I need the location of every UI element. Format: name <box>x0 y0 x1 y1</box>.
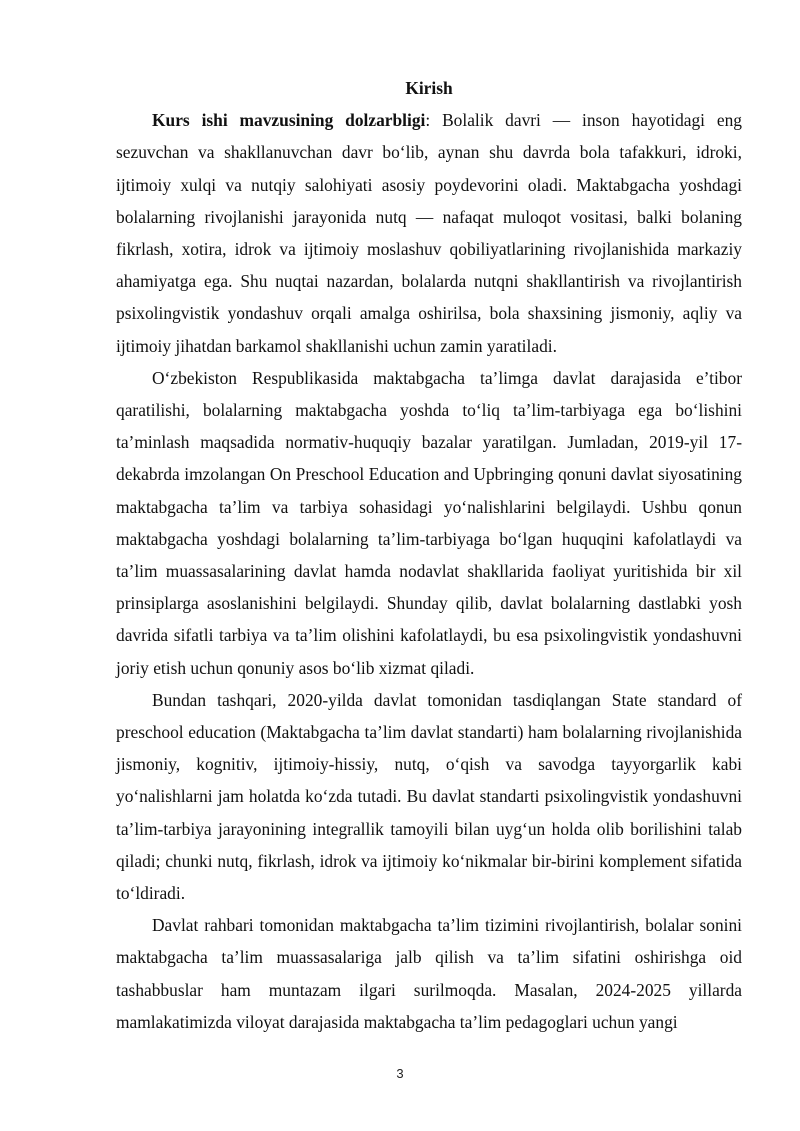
paragraph-state-standard: Bundan tashqari, 2020-yilda davlat tomonidan tasdiqlangan State standard of preschool education (Maktabgacha ta’lim davlat standarti) ham bolalarning rivojlanishida jismoniy, kognitiv, ijtimoiy-hissiy, nutq, o‘qish va savodga tayyorgarlik kabi yo‘nalishlarni jam holatda ko‘zda tutadi. Bu davlat standarti psixolingvistik yondashuvni ta’lim-tarbiya jarayonining integrallik tamoyili bilan uyg‘un holda olib borilishini talab qiladi; chunki nutq, fikrlash, idrok va ijtimoiy ko‘nikmalar bir-birini komplement sifatida to‘ldiradi. <box>116 689 742 904</box>
relevance-lead: Kurs ishi mavzusining dolzarbligi <box>152 110 426 131</box>
paragraph-text: : Bolalik davri — inson hayotidagi eng sezuvchan va shakllanuvchan davr bo‘lib, aynan shu davrda bola tafakkuri, idroki, ijtimoiy xulqi va nutqiy salohiyati asosiy poydevorini oladi. Maktabgacha yoshdagi bolalarning rivojlanishi jarayonida nutq — nafaqat muloqot vositasi, balki bolaning fikrlash, xotira, idrok va ijtimoiy moslashuv qobiliyatlarining rivojlanishida markaziy ahamiyatga ega. Shu nuqtai nazardan, bolalarda nutqni shakllantirish va rivojlantirish psixolingvistik yondashuv orqali amalga oshirilsa, bola shaxsining jismoniy, aqliy va ijtimoiy jihatdan barkamol shakllanishi uchun zamin yaratiladi. <box>116 110 742 356</box>
paragraph-legislation: O‘zbekiston Respublikasida maktabgacha ta’limga davlat darajasida e’tibor qaratilishi, bolalarning maktabgacha yoshda to‘liq ta’lim-tarbiyaga ega bo‘lishini ta’minlash maqsadida normativ-huquqiy bazalar yaratilgan. Jumladan, 2019-yil 17-dekabrda imzolangan On Preschool Education and Upbringing qonuni davlat siyosatining maktabgacha ta’lim va tarbiya sohasidagi yo‘nalishlarini belgilaydi. Ushbu qonun maktabgacha yoshdagi bolalarning ta’lim-tarbiyaga bo‘lgan huquqini kafolatlaydi va ta’lim muassasalarining davlat hamda nodavlat shakllarida faoliyat yuritishida bir xil prinsiplarga asoslanishini belgilaydi. Shunday qilib, davlat bolalarning dastlabki yosh davrida sifatli tarbiya va ta’lim olishini kafolatlaydi, bu esa psixolingvistik yondashuvni joriy etish uchun qonuniy asos bo‘lib xizmat qiladi. <box>116 367 742 678</box>
page-body <box>116 72 742 1038</box>
page-number: 3 <box>396 1066 404 1081</box>
section-title: Kirish <box>405 78 453 98</box>
paragraph-relevance <box>116 104 742 362</box>
paragraph-initiatives: Davlat rahbari tomonidan maktabgacha ta’lim tizimini rivojlantirish, bolalar sonini maktabgacha ta’lim muassasalariga jalb qilish va ta’lim sifatini oshirishga oid tashabbuslar ham muntazam ilgari surilmoqda. Masalan, 2024-2025 yillarda mamlakatimizda viloyat darajasida maktabgacha ta’lim pedagoglari uchun yangi <box>116 915 742 1032</box>
